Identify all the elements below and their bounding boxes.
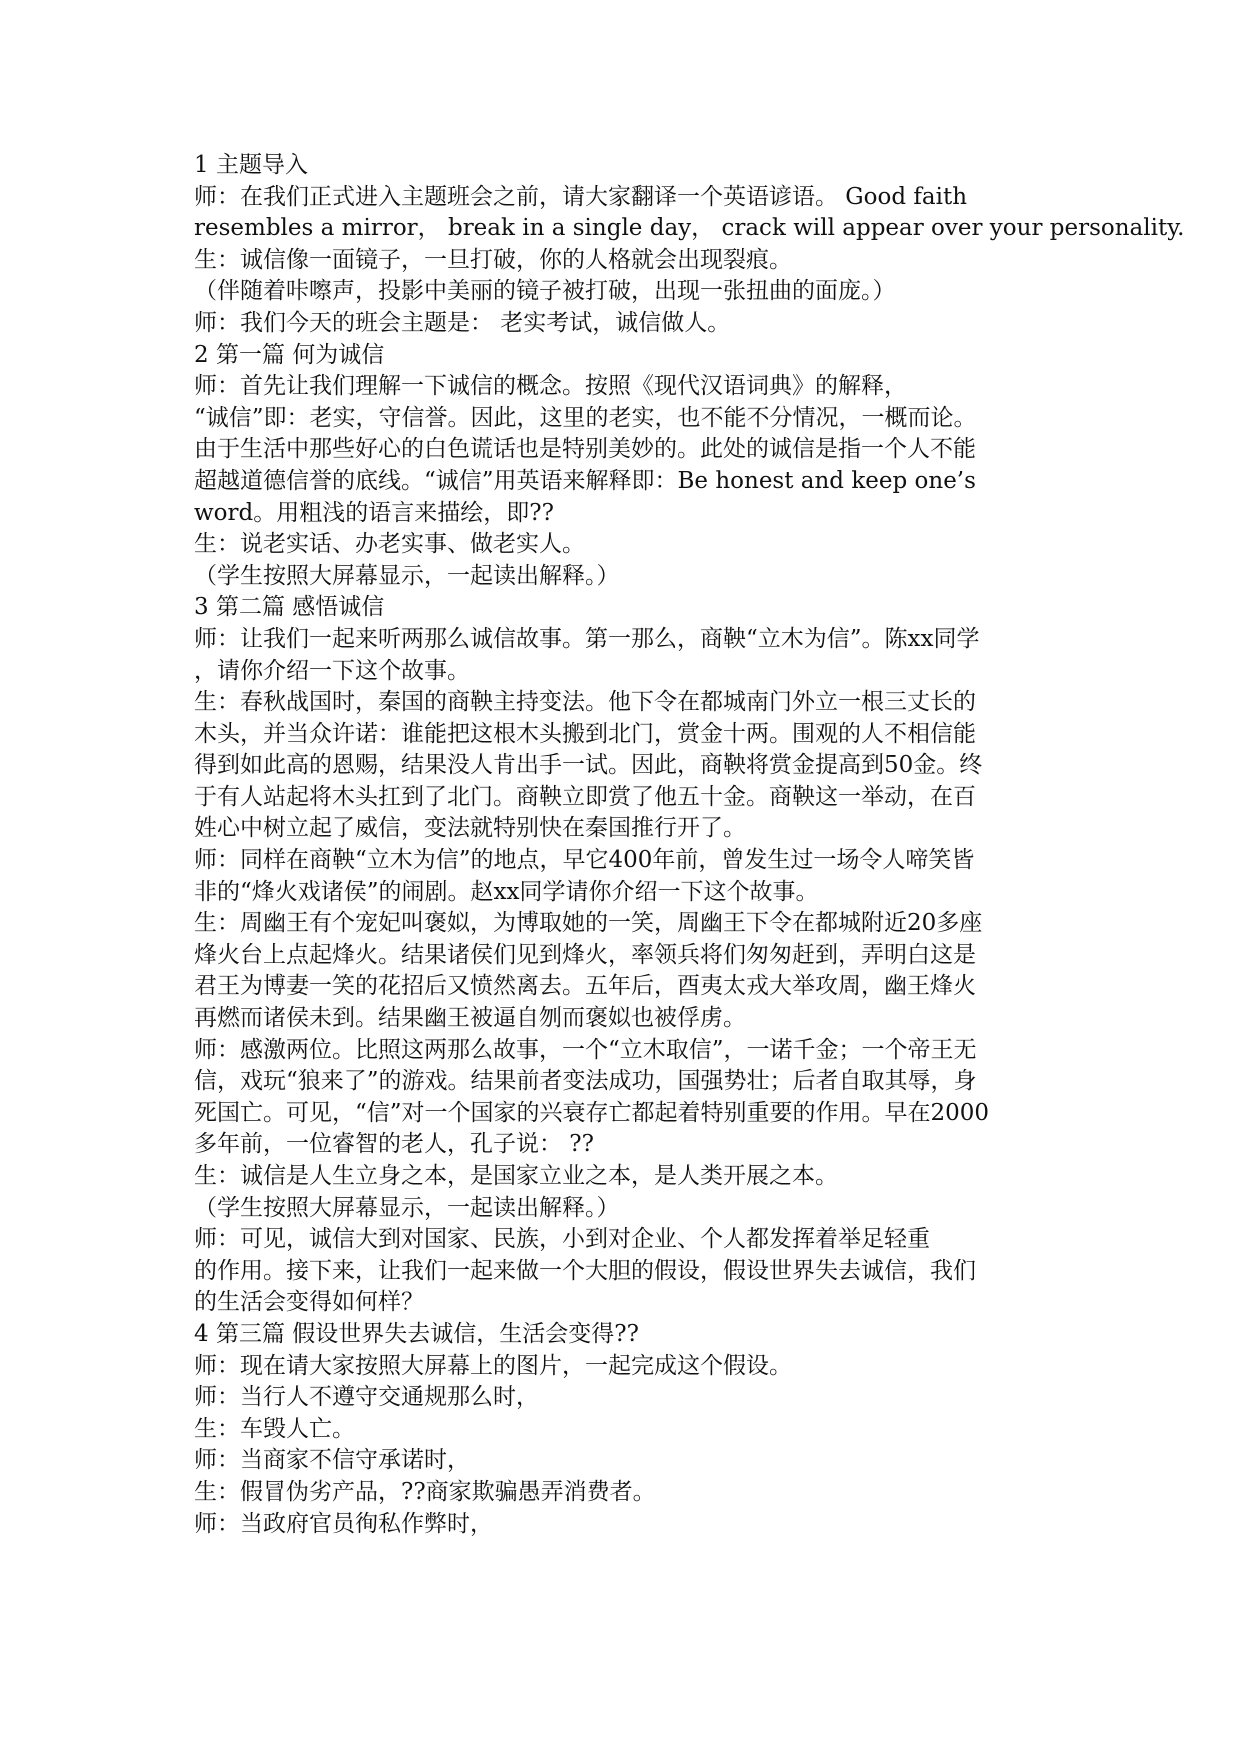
text-line: 生：说老实话、办老实事、做老实人。 <box>194 531 585 558</box>
document-body <box>194 150 1185 1540</box>
text-line: （学生按照大屏幕显示，一起读出解释。） <box>194 1194 620 1221</box>
text-line: 木头，并当众许诺：谁能把这根木头搬到北门，赏金十两。围观的人不相信能 <box>194 720 976 747</box>
text-line: （伴随着咔嚓声，投影中美丽的镜子被打破，出现一张扭曲的面庞。） <box>194 278 896 305</box>
text-line: 师：当行人不遵守交通规那么时， <box>194 1384 539 1411</box>
text-line: 死国亡。可见，“信”对一个国家的兴衰存亡都起着特别重要的作用。早在2000 <box>194 1099 990 1126</box>
text-line: 超越道德信誉的底线。“诚信”用英语来解释即：Be honest and keep one’s <box>194 467 976 494</box>
text-line: ，请你介绍一下这个故事。 <box>194 657 470 684</box>
text-line: 的生活会变得如何样？ <box>194 1289 424 1316</box>
text-line: 师：首先让我们理解一下诚信的概念。按照《现代汉语词典》的解释， <box>194 373 907 400</box>
text-line: 生：车毁人亡。 <box>194 1415 355 1442</box>
text-line: 师：在我们正式进入主题班会之前，请大家翻译一个英语谚语。 Good faith <box>194 183 968 210</box>
text-line: 再燃而诸侯未到。结果幽王被逼自刎而褒姒也被俘虏。 <box>194 1005 746 1032</box>
text-line: 非的“烽火戏诸侯”的闹剧。赵xx同学请你介绍一下这个故事。 <box>194 878 819 905</box>
text-line: 生：假冒伪劣产品，??商家欺骗愚弄消费者。 <box>194 1478 656 1505</box>
text-line: 生：诚信是人生立身之本，是国家立业之本，是人类开展之本。 <box>194 1163 838 1189</box>
text-line: 烽火台上点起烽火。结果诸侯们见到烽火，率领兵将们匆匆赶到，弄明白这是 <box>194 941 976 968</box>
text-line: 师：我们今天的班会主题是： 老实考试，诚信做人。 <box>194 309 731 336</box>
text-line: 师：同样在商鞅“立木为信”的地点，早它400年前，曾发生过一场令人啼笑皆 <box>194 847 975 874</box>
text-line: 师：感激两位。比照这两那么故事，一个“立木取信”，一诺千金；一个帝王无 <box>194 1036 977 1063</box>
text-line: 师：现在请大家按照大屏幕上的图片，一起完成这个假设。 <box>194 1352 792 1379</box>
text-line: 君王为博妻一笑的花招后又愤然离去。五年后，酉夷太戎大举攻周，幽王烽火 <box>194 973 976 1000</box>
text-line: 的作用。接下来，让我们一起来做一个大胆的假设，假设世界失去诚信，我们 <box>194 1257 976 1284</box>
section-heading: 1 主题导入 <box>194 152 308 178</box>
text-line: 生：周幽王有个宠妃叫褒姒，为博取她的一笑，周幽王下令在都城附近20多座 <box>194 910 983 937</box>
text-line: 由于生活中那些好心的白色谎话也是特别美妙的。此处的诚信是指一个人不能 <box>194 436 976 463</box>
section-heading: 4 第三篇 假设世界失去诚信，生活会变得?? <box>194 1320 639 1347</box>
text-line: 于有人站起将木头扛到了北门。商鞅立即赏了他五十金。商鞅这一举动，在百 <box>194 783 976 810</box>
text-line: 生：春秋战国时，秦国的商鞅主持变法。他下令在都城南门外立一根三丈长的 <box>194 689 976 716</box>
text-line: 得到如此高的恩赐，结果没人肯出手一试。因此，商鞅将赏金提高到50金。终 <box>194 752 983 779</box>
text-line: 信，戏玩“狼来了”的游戏。结果前者变法成功，国强势壮；后者自取其辱，身 <box>194 1068 977 1095</box>
text-line: “诚信”即：老实，守信誉。因此，这里的老实，也不能不分情况，一概而论。 <box>194 404 977 431</box>
text-line: resembles a mirror， break in a single day， crack will appear over your personality. <box>194 215 1185 242</box>
text-line: 师：可见，诚信大到对国家、民族，小到对企业、个人都发挥着举足轻重 <box>194 1226 930 1253</box>
text-line: 师：让我们一起来听两那么诚信故事。第一那么，商鞅“立木为信”。陈xx同学 <box>194 625 980 652</box>
text-line: 姓心中树立起了威信，变法就特别快在秦国推行开了。 <box>194 815 746 842</box>
section-heading: 2 第一篇 何为诚信 <box>194 341 385 368</box>
text-line: 师：当商家不信守承诺时， <box>194 1447 470 1474</box>
text-line: 多年前，一位睿智的老人，孔子说： ?? <box>194 1131 594 1158</box>
section-heading: 3 第二篇 感悟诚信 <box>194 594 385 621</box>
text-line: （学生按照大屏幕显示，一起读出解释。） <box>194 562 620 589</box>
text-line: 师：当政府官员徇私作弊时， <box>194 1510 493 1537</box>
text-line: word。用粗浅的语言来描绘，即?? <box>194 499 554 526</box>
text-line: 生：诚信像一面镜子，一旦打破，你的人格就会出现裂痕。 <box>194 246 792 273</box>
